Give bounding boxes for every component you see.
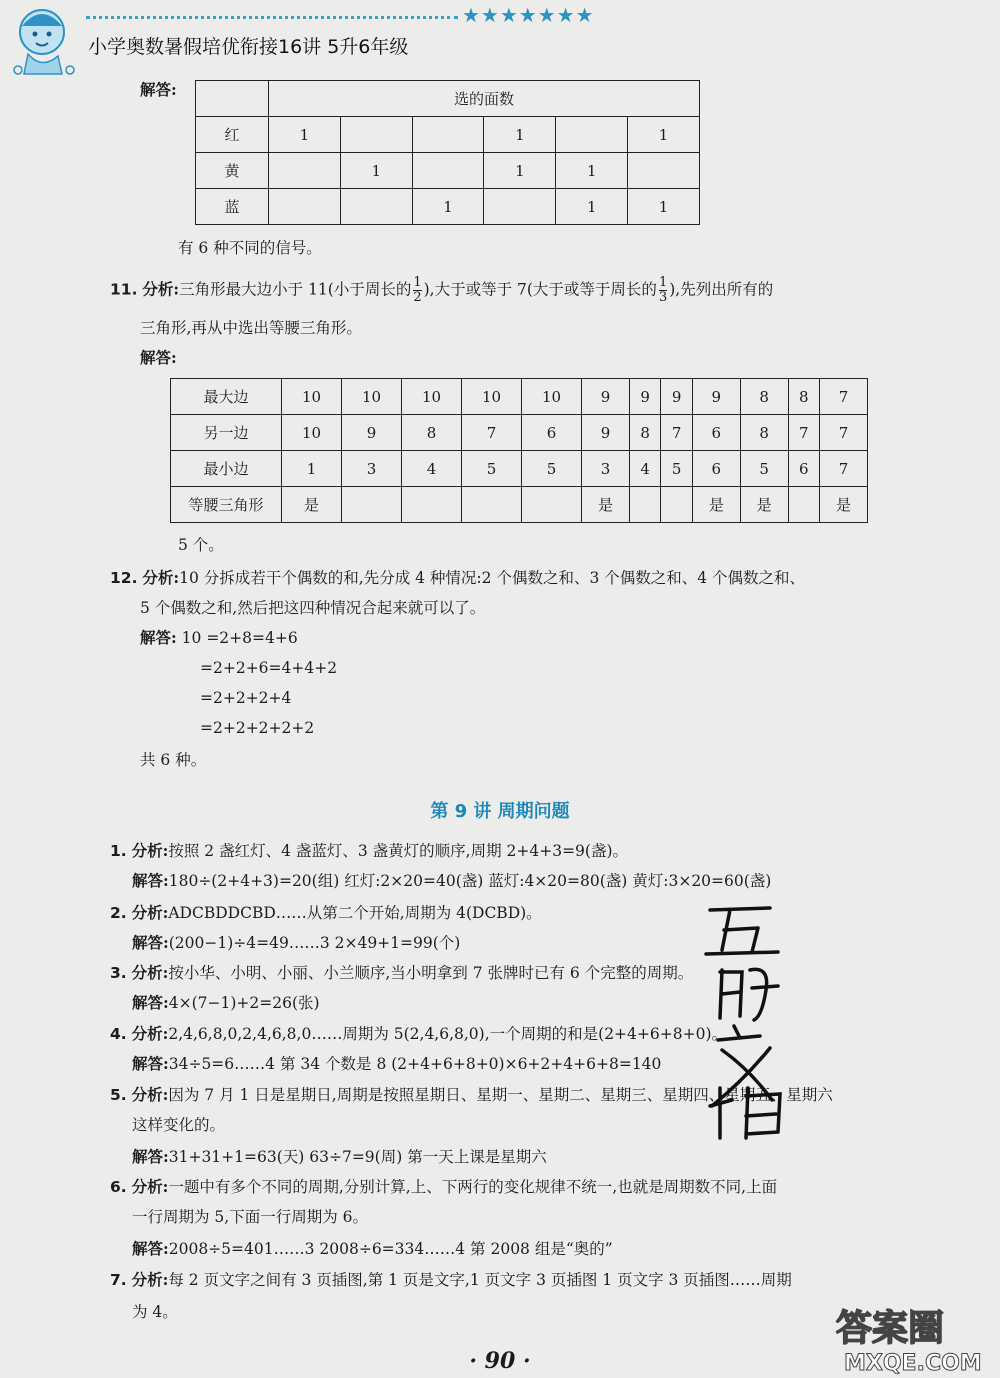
line-text: 为 4。 bbox=[132, 1303, 178, 1321]
analysis-text: ),大于或等于 7(大于或等于周长的 bbox=[423, 280, 657, 299]
table-cell: 7 bbox=[820, 451, 868, 487]
table-cell bbox=[522, 487, 582, 523]
question-number: 1. bbox=[110, 842, 127, 860]
table-cell: 7 bbox=[462, 415, 522, 451]
mascot-logo bbox=[8, 4, 80, 80]
line-text: 一题中有多个不同的周期,分别计算,上、下两行的变化规律不统一,也就是周期数不同,上面 bbox=[168, 1178, 778, 1196]
question-number: 4. bbox=[110, 1025, 127, 1043]
page-number: · 90 · bbox=[469, 1348, 531, 1374]
question-number: 3. bbox=[110, 964, 127, 982]
problem-line bbox=[110, 903, 542, 923]
q12-analysis-line2: 5 个偶数之和,然后把这四种情况合起来就可以了。 bbox=[140, 599, 486, 617]
fraction-denominator: 3 bbox=[658, 290, 668, 305]
line-label: 解答: bbox=[132, 1147, 169, 1166]
table-cell: 是 bbox=[582, 487, 630, 523]
problem-line bbox=[132, 871, 771, 891]
table-cell: 7 bbox=[820, 415, 868, 451]
table-cell: 1 bbox=[628, 117, 700, 153]
table-cell: 9 bbox=[661, 379, 693, 415]
fraction-half bbox=[413, 276, 421, 305]
problem-line bbox=[132, 1207, 368, 1227]
table-cell: 1 bbox=[556, 189, 628, 225]
line-text: 按照 2 盏红灯、4 盏蓝灯、3 盏黄灯的顺序,周期 2+4+3=9(盏)。 bbox=[168, 842, 629, 860]
question-number: 11. bbox=[110, 280, 138, 299]
table-cell bbox=[412, 117, 484, 153]
table-cell bbox=[462, 487, 522, 523]
table-cell bbox=[556, 117, 628, 153]
q11-analysis-line2: 三角形,再从中选出等腰三角形。 bbox=[140, 319, 362, 337]
table-row bbox=[196, 153, 700, 189]
table-cell: 8 bbox=[788, 379, 820, 415]
table-cell: 6 bbox=[692, 415, 740, 451]
line-label: 分析: bbox=[131, 1177, 169, 1196]
table-cell bbox=[629, 487, 661, 523]
line-text: 4×(7−1)+2=26(张) bbox=[168, 994, 320, 1012]
line-text: 一行周期为 5,下面一行周期为 6。 bbox=[132, 1208, 369, 1226]
table-row bbox=[196, 189, 700, 225]
line-label: 分析: bbox=[131, 1085, 169, 1104]
problem-line bbox=[110, 963, 693, 983]
table-cell: 1 bbox=[556, 153, 628, 189]
problem-line bbox=[110, 1024, 727, 1044]
equation: =2+2+6=4+4+2 bbox=[200, 659, 338, 677]
row-label: 红 bbox=[196, 117, 269, 153]
problem-line bbox=[110, 1270, 792, 1290]
line-text: 2008÷5=401……3 2008÷6=334……4 第 2008 组是“奥的” bbox=[168, 1240, 613, 1258]
fraction-denominator: 2 bbox=[413, 290, 422, 305]
q11-answer-label: 解答: bbox=[140, 348, 177, 367]
row-label: 蓝 bbox=[196, 189, 269, 225]
table-cell: 1 bbox=[412, 189, 484, 225]
table-cell: 10 bbox=[462, 379, 522, 415]
q11-analysis bbox=[110, 276, 773, 305]
analysis-text: 三角形最大边小于 11(小于周长的 bbox=[179, 280, 412, 299]
table-cell bbox=[342, 487, 402, 523]
table-cell: 9 bbox=[629, 379, 661, 415]
table-cell: 10 bbox=[282, 379, 342, 415]
line-label: 分析: bbox=[131, 963, 169, 982]
table-cell: 9 bbox=[342, 415, 402, 451]
fraction-numerator: 1 bbox=[413, 275, 422, 290]
line-text: (200−1)÷4=49……3 2×49+1=99(个) bbox=[168, 934, 461, 952]
table-cell: 10 bbox=[282, 415, 342, 451]
problem-line bbox=[110, 1177, 777, 1197]
section-title: 第 9 讲 周期问题 bbox=[430, 801, 570, 822]
answer-label: 解答: bbox=[140, 628, 177, 647]
table-cell bbox=[269, 189, 341, 225]
line-text: ADCBDDCBD……从第二个开始,周期为 4(DCBD)。 bbox=[168, 904, 542, 922]
table-cell: 5 bbox=[740, 451, 788, 487]
analysis-text: ),先列出所有的 bbox=[669, 280, 774, 299]
line-label: 解答: bbox=[132, 993, 169, 1012]
table-cell: 是 bbox=[282, 487, 342, 523]
row-label: 另一边 bbox=[171, 415, 282, 451]
problem-line bbox=[110, 841, 628, 861]
svg-text:MXQE.COM: MXQE.COM bbox=[844, 1351, 982, 1376]
table-cell: 3 bbox=[342, 451, 402, 487]
table-cell bbox=[628, 153, 700, 189]
line-text: 2,4,6,8,0,2,4,6,8,0……周期为 5(2,4,6,8,0),一个周期的和是(2+4+6+8+0)。 bbox=[168, 1025, 727, 1043]
equation: 10 =2+8=4+6 bbox=[181, 629, 298, 647]
table-cell: 4 bbox=[402, 451, 462, 487]
problem-line bbox=[132, 1239, 613, 1259]
table-cell: 6 bbox=[522, 415, 582, 451]
table-cell: 5 bbox=[522, 451, 582, 487]
table-cell: 7 bbox=[661, 415, 693, 451]
table-row bbox=[171, 415, 868, 451]
line-label: 解答: bbox=[132, 1054, 169, 1073]
table-cell: 8 bbox=[740, 379, 788, 415]
problem-line bbox=[132, 1147, 547, 1167]
table-row bbox=[171, 379, 868, 415]
fraction-numerator: 1 bbox=[658, 275, 668, 290]
table-cell: 9 bbox=[582, 415, 630, 451]
table-cell: 7 bbox=[788, 415, 820, 451]
table-cell bbox=[412, 153, 484, 189]
question-number: 6. bbox=[110, 1178, 127, 1196]
question-number: 7. bbox=[110, 1271, 127, 1289]
analysis-label: 分析: bbox=[142, 568, 180, 587]
fraction-third bbox=[659, 276, 667, 305]
line-label: 分析: bbox=[131, 1270, 169, 1289]
line-label: 分析: bbox=[131, 903, 169, 922]
table-cell: 3 bbox=[582, 451, 630, 487]
table-row bbox=[196, 117, 700, 153]
line-label: 分析: bbox=[131, 841, 169, 860]
table-cell: 10 bbox=[402, 379, 462, 415]
table-cell bbox=[661, 487, 693, 523]
header-dotted-rule bbox=[86, 16, 458, 19]
analysis-text: 10 分拆成若干个偶数的和,先分成 4 种情况:2 个偶数之和、3 个偶数之和、4 个偶数之和、 bbox=[179, 569, 806, 587]
q10-table bbox=[195, 80, 700, 225]
table-cell bbox=[340, 117, 412, 153]
table-cell bbox=[340, 189, 412, 225]
q10-answer-label: 解答: bbox=[140, 80, 177, 99]
table-cell: 1 bbox=[340, 153, 412, 189]
line-text: 每 2 页文字之间有 3 页插图,第 1 页是文字,1 页文字 3 页插图 1 页文字 3 页插图……周期 bbox=[168, 1271, 792, 1289]
table-cell: 10 bbox=[522, 379, 582, 415]
table-cell: 1 bbox=[282, 451, 342, 487]
handwritten-signature bbox=[700, 900, 820, 1140]
watermark-logo bbox=[824, 1298, 994, 1376]
row-label: 黄 bbox=[196, 153, 269, 189]
table-cell: 9 bbox=[582, 379, 630, 415]
table-cell: 6 bbox=[788, 451, 820, 487]
q10-corner-cell bbox=[196, 81, 269, 117]
problem-line bbox=[132, 1115, 225, 1135]
book-title: 小学奥数暑假培优衔接16讲 5升6年级 bbox=[88, 36, 409, 58]
table-cell: 1 bbox=[269, 117, 341, 153]
problem-line bbox=[132, 993, 320, 1013]
line-label: 解答: bbox=[132, 933, 169, 952]
q11-conclusion: 5 个。 bbox=[178, 536, 224, 554]
line-text: 这样变化的。 bbox=[132, 1116, 226, 1134]
question-number: 2. bbox=[110, 904, 127, 922]
table-cell: 9 bbox=[692, 379, 740, 415]
table-cell bbox=[484, 189, 556, 225]
table-cell: 是 bbox=[820, 487, 868, 523]
q10-header-cell: 选的面数 bbox=[269, 81, 700, 117]
table-cell: 是 bbox=[740, 487, 788, 523]
table-cell: 5 bbox=[462, 451, 522, 487]
table-cell: 8 bbox=[629, 415, 661, 451]
problem-line bbox=[132, 933, 460, 953]
table-cell: 7 bbox=[820, 379, 868, 415]
line-text: 180÷(2+4+3)=20(组) 红灯:2×20=40(盏) 蓝灯:4×20=80(盏) 黄灯:3×20=60(盏) bbox=[168, 872, 772, 890]
table-row bbox=[171, 487, 868, 523]
equation: =2+2+2+2+2 bbox=[200, 719, 315, 737]
line-text: 因为 7 月 1 日是星期日,周期是按照星期日、星期一、星期二、星期三、星期四、星期五、星期六 bbox=[168, 1086, 833, 1104]
row-label: 等腰三角形 bbox=[171, 487, 282, 523]
q12-answer-line bbox=[140, 628, 298, 648]
table-cell bbox=[788, 487, 820, 523]
table-cell: 8 bbox=[740, 415, 788, 451]
svg-text:答案圈: 答案圈 bbox=[836, 1308, 945, 1349]
line-label: 解答: bbox=[132, 1239, 169, 1258]
table-cell: 1 bbox=[484, 117, 556, 153]
problem-line bbox=[132, 1054, 661, 1074]
table-cell bbox=[269, 153, 341, 189]
row-label: 最大边 bbox=[171, 379, 282, 415]
line-label: 解答: bbox=[132, 871, 169, 890]
row-label: 最小边 bbox=[171, 451, 282, 487]
header-stars: ★★★★★★★ bbox=[462, 3, 595, 27]
line-label: 分析: bbox=[131, 1024, 169, 1043]
table-cell: 4 bbox=[629, 451, 661, 487]
problem-line bbox=[132, 1302, 178, 1322]
question-number: 5. bbox=[110, 1086, 127, 1104]
table-cell: 1 bbox=[484, 153, 556, 189]
table-cell: 10 bbox=[342, 379, 402, 415]
table-cell bbox=[402, 487, 462, 523]
table-cell: 是 bbox=[692, 487, 740, 523]
equation: =2+2+2+4 bbox=[200, 689, 292, 707]
table-cell: 5 bbox=[661, 451, 693, 487]
q12-conclusion: 共 6 种。 bbox=[140, 751, 207, 769]
q11-table bbox=[170, 378, 868, 523]
q10-conclusion: 有 6 种不同的信号。 bbox=[178, 239, 322, 257]
line-text: 按小华、小明、小丽、小兰顺序,当小明拿到 7 张牌时已有 6 个完整的周期。 bbox=[168, 964, 694, 982]
question-number: 12. bbox=[110, 569, 138, 587]
table-cell: 8 bbox=[402, 415, 462, 451]
line-text: 34÷5=6……4 第 34 个数是 8 (2+4+6+8+0)×6+2+4+6+8=140 bbox=[168, 1055, 662, 1073]
table-cell: 1 bbox=[628, 189, 700, 225]
table-row bbox=[171, 451, 868, 487]
line-text: 31+31+1=63(天) 63÷7=9(周) 第一天上课是星期六 bbox=[168, 1148, 547, 1166]
q12-analysis bbox=[110, 568, 805, 588]
analysis-label: 分析: bbox=[142, 279, 180, 299]
table-cell: 6 bbox=[692, 451, 740, 487]
